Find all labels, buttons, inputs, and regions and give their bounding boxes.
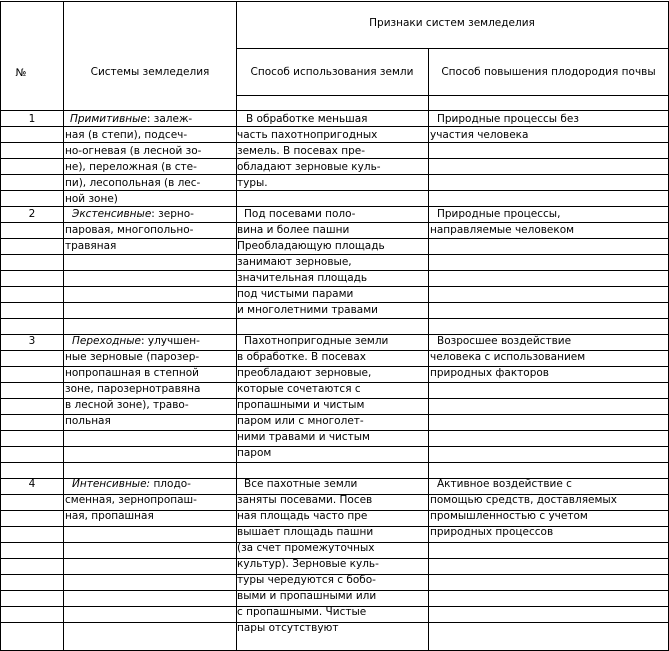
system-name: Интенсивные:	[72, 478, 151, 490]
grid-line	[428, 48, 429, 651]
fertility-line: Природные процессы,	[437, 208, 561, 220]
land-use-line: (за счет промежуточных	[237, 542, 375, 554]
land-use-line: под чистыми парами	[237, 288, 354, 300]
system-line: травяная	[65, 240, 117, 252]
system-line: не), переложная (в сте-	[65, 161, 197, 173]
fertility-line: Природные процессы без	[437, 113, 579, 125]
system-heading-rest: : улучшен-	[141, 335, 200, 347]
system-heading-rest: : зерно-	[151, 208, 194, 220]
header-number: №	[15, 67, 27, 79]
fertility-line: Возросшее воздействие	[437, 335, 572, 347]
system-line: ная, пропашная	[65, 510, 154, 522]
land-use-line: значительная площадь	[237, 272, 368, 284]
fertility-line: Активное воздействие с	[437, 478, 572, 490]
grid-line	[0, 446, 669, 447]
grid-line	[236, 95, 669, 96]
land-use-line: туры чередуются с бобо-	[237, 574, 376, 586]
system-line: паровая, многопольно-	[65, 224, 194, 236]
land-use-line: и многолетними травами	[237, 304, 378, 316]
fertility-line: направляемые человеком	[430, 224, 575, 236]
land-use-line: с пропашными. Чистые	[237, 606, 367, 618]
system-line: в лесной зоне), траво-	[65, 399, 189, 411]
system-heading	[72, 206, 194, 222]
system-line: ная (в степи), подсеч-	[65, 129, 188, 141]
land-use-line: заняты посевами. Посев	[237, 494, 373, 506]
grid-line	[63, 1, 64, 651]
row-number: 3	[28, 335, 36, 347]
land-use-line: культур). Зерновые куль-	[237, 558, 379, 570]
land-use-line: вышает площадь пашни	[237, 526, 374, 538]
system-line: ные зерновые (парозер-	[65, 351, 200, 363]
land-use-line: В обработке меньшая	[246, 113, 368, 125]
system-line: но-огневая (в лесной зо-	[65, 145, 202, 157]
land-use-line: ними травами и чистым	[237, 431, 370, 443]
land-use-line: в обработке. В посевах	[237, 351, 366, 363]
system-line: зоне, парозернотравяна	[65, 383, 201, 395]
land-use-line: ная площадь часто пре	[237, 510, 368, 522]
row-number: 4	[28, 478, 36, 490]
system-heading-rest: : залеж-	[146, 113, 193, 125]
grid-line	[0, 1, 669, 2]
system-heading	[70, 111, 192, 127]
grid-line	[0, 1, 1, 651]
header-fertility: Способ повышения плодородия почвы	[441, 66, 656, 78]
land-use-line: земель. В посевах пре-	[237, 145, 366, 157]
land-use-line: которые сочетаются с	[237, 383, 361, 395]
row-number: 1	[28, 113, 36, 125]
land-use-line: пары отсутствуют	[237, 622, 339, 634]
land-use-line: Преобладающую площадь	[237, 240, 385, 252]
land-use-line: паром	[237, 447, 272, 459]
land-use-line: обладают зерновые куль-	[237, 161, 381, 173]
land-use-line: Под посевами поло-	[244, 208, 356, 220]
grid-line	[0, 318, 669, 319]
header-group-title: Признаки систем земледелия	[369, 17, 535, 29]
system-line: пи), лесопольная (в лес-	[65, 177, 201, 189]
land-use-line: занимают зерновые,	[237, 256, 352, 268]
grid-line	[0, 462, 669, 463]
grid-line	[236, 48, 669, 49]
system-heading	[72, 333, 200, 349]
fertility-line: участия человека	[430, 129, 529, 141]
system-name: Примитивные	[70, 113, 147, 125]
system-name: Экстенсивные	[72, 208, 152, 220]
land-use-line: преобладают зерновые,	[237, 367, 372, 379]
fertility-line: промышленностью с учетом	[430, 510, 588, 522]
land-use-line: туры.	[237, 177, 268, 189]
system-name: Переходные	[72, 335, 141, 347]
fertility-line: природных факторов	[430, 367, 549, 379]
system-line: польная	[65, 415, 111, 427]
system-heading	[72, 476, 191, 492]
system-line: нопропашная в степной	[65, 367, 199, 379]
land-use-line: паром или с многолет-	[237, 415, 364, 427]
land-use-line: выми и пропашными или	[237, 590, 377, 602]
header-land-use: Способ использования земли	[250, 66, 414, 78]
land-use-line: вина и более пашни	[237, 224, 350, 236]
land-use-line: пропашными и чистым	[237, 399, 365, 411]
header-systems: Системы земледелия	[90, 66, 210, 78]
row-number: 2	[28, 208, 36, 220]
system-heading-rest: плодо-	[150, 478, 191, 490]
land-use-line: Пахотнопригодные земли	[244, 335, 389, 347]
system-line: сменная, зернопропаш-	[65, 494, 197, 506]
fertility-line: помощью средств, доставляемых	[430, 494, 617, 506]
system-line: ной зоне)	[65, 193, 118, 205]
land-use-line: часть пахотнопригодных	[237, 129, 378, 141]
fertility-line: человека с использованием	[430, 351, 586, 363]
land-use-line: Все пахотные земли	[244, 478, 358, 490]
fertility-line: природных процессов	[430, 526, 554, 538]
